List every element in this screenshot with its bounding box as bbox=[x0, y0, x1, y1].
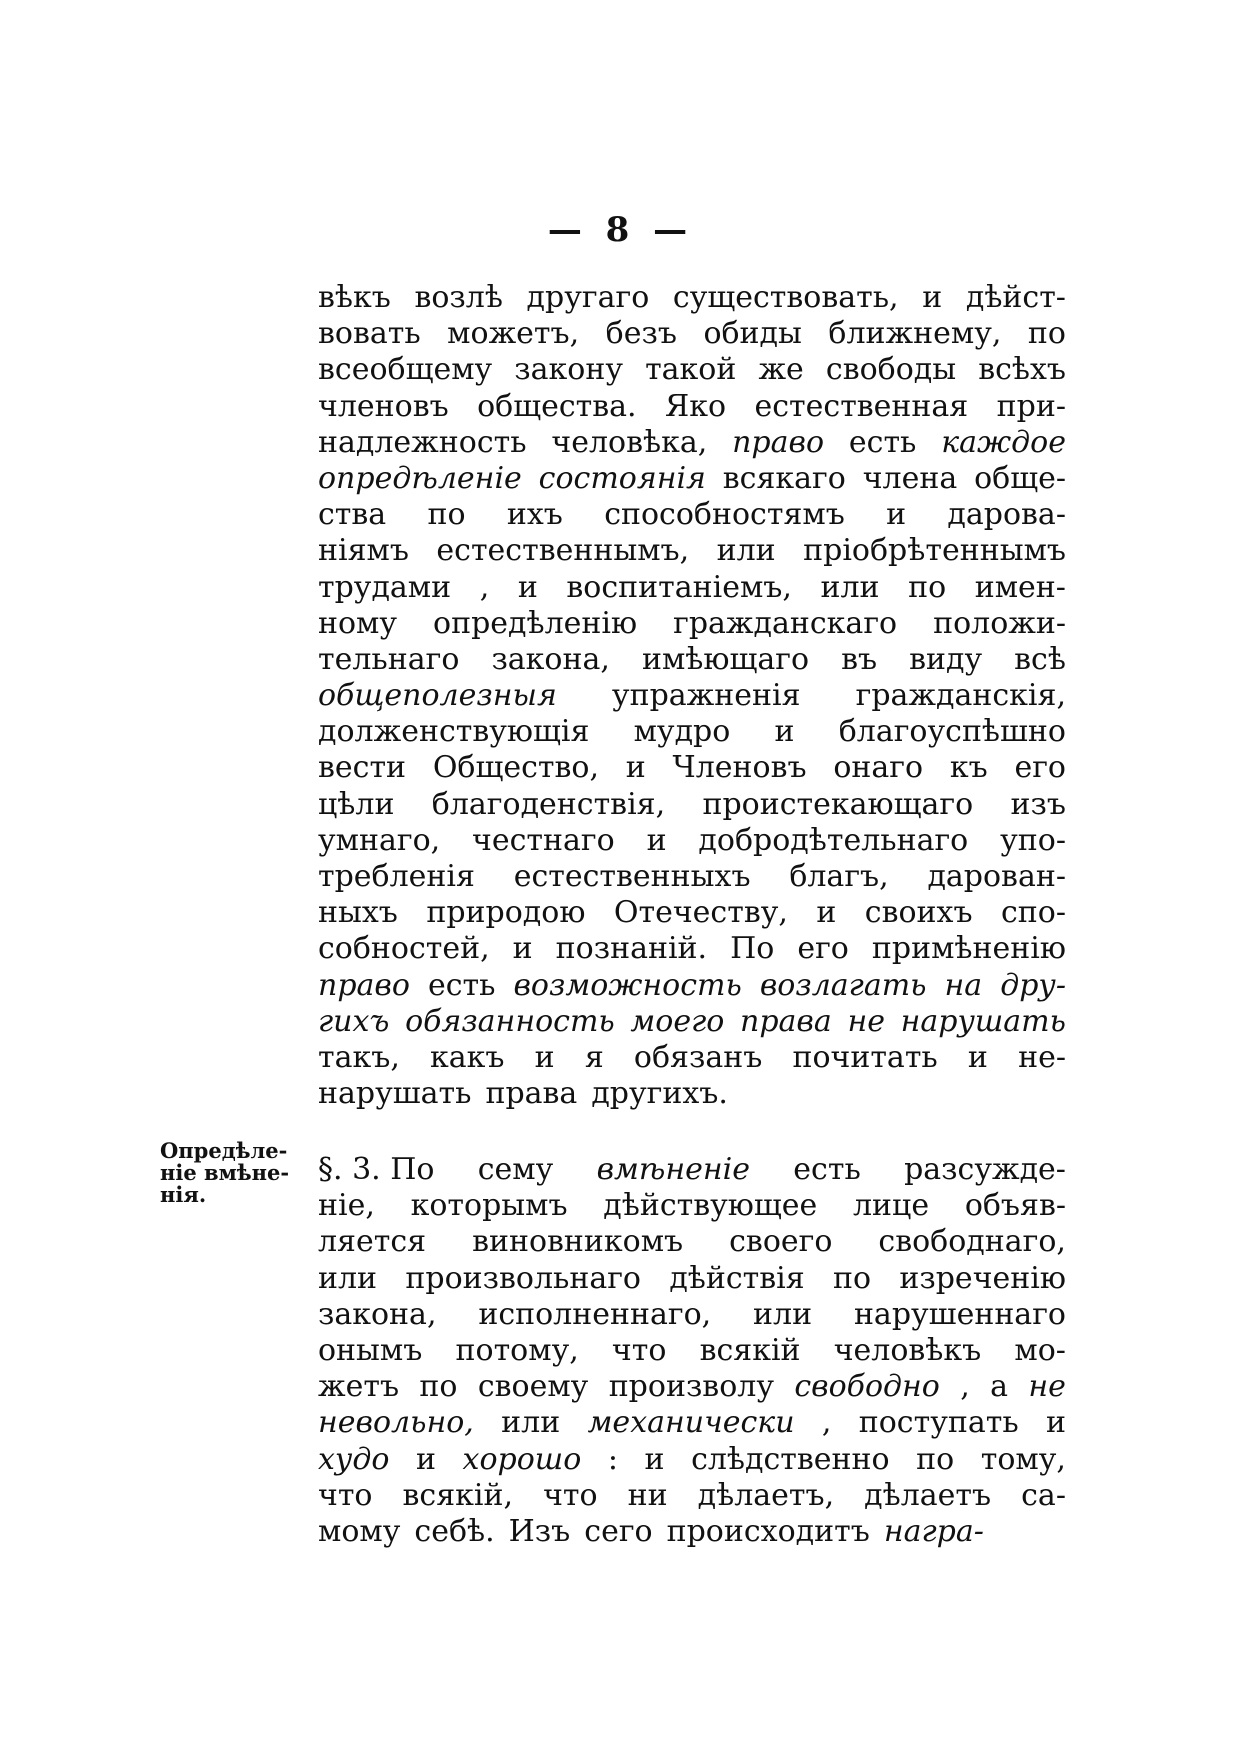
word: ни bbox=[627, 1477, 668, 1513]
word: мо- bbox=[1014, 1332, 1066, 1368]
word: дѣйствія bbox=[669, 1260, 805, 1296]
word: или bbox=[716, 533, 776, 569]
text-line bbox=[318, 389, 1066, 425]
word: ляется bbox=[318, 1224, 427, 1260]
word: состоянія bbox=[538, 460, 706, 496]
word: ніе, bbox=[318, 1188, 375, 1224]
word: По bbox=[730, 931, 775, 967]
text-line bbox=[318, 1369, 1066, 1405]
word: поступать bbox=[858, 1405, 1019, 1441]
word: ихъ bbox=[506, 497, 563, 533]
text-line bbox=[318, 895, 1066, 931]
word: возможность bbox=[513, 967, 742, 1003]
word: опредѣленію bbox=[433, 605, 638, 641]
text-line bbox=[318, 968, 1066, 1004]
word: награ- bbox=[883, 1513, 984, 1549]
word: потому, bbox=[455, 1332, 579, 1368]
word: опредѣленіе bbox=[318, 460, 522, 496]
word: виду bbox=[909, 641, 983, 677]
word: пріобрѣтеннымъ bbox=[803, 533, 1066, 569]
text-line bbox=[318, 1004, 1066, 1040]
text-line bbox=[318, 606, 1066, 642]
word: примѣненію bbox=[871, 931, 1066, 967]
word: Яко bbox=[665, 388, 727, 424]
word: цѣли bbox=[318, 786, 395, 822]
word: Членовъ bbox=[672, 750, 807, 786]
word: естественныхъ bbox=[513, 859, 751, 894]
word: что bbox=[611, 1332, 667, 1368]
word: имѣющаго bbox=[641, 641, 810, 677]
word: общества. bbox=[477, 388, 637, 424]
text-line bbox=[318, 1040, 1066, 1076]
word: объяв- bbox=[964, 1188, 1066, 1224]
word: дѣлаетъ bbox=[864, 1477, 992, 1513]
word: къ bbox=[949, 750, 988, 786]
text-line bbox=[318, 1514, 1066, 1550]
word: са- bbox=[1021, 1477, 1066, 1513]
paragraph-1 bbox=[318, 280, 1066, 1112]
margin-note bbox=[160, 1140, 320, 1206]
word: умнаго, bbox=[318, 822, 441, 858]
word: по bbox=[916, 1441, 955, 1477]
word: и bbox=[644, 1441, 665, 1477]
word: по bbox=[908, 569, 947, 605]
word: долженствующія bbox=[318, 714, 590, 750]
word: другихъ. bbox=[591, 1076, 728, 1112]
word: и bbox=[967, 1039, 988, 1075]
word: возлагать bbox=[759, 967, 927, 1003]
word: я bbox=[584, 1039, 604, 1075]
word: благоуспѣшно bbox=[838, 714, 1066, 750]
word: дѣйствующее bbox=[603, 1188, 818, 1224]
word: по bbox=[1027, 316, 1066, 352]
word: какъ bbox=[430, 1039, 505, 1075]
word: можетъ, bbox=[447, 316, 580, 352]
word: по bbox=[419, 1369, 458, 1405]
word: и bbox=[646, 822, 667, 858]
word: ныхъ bbox=[318, 895, 398, 931]
word: себѣ. bbox=[414, 1513, 495, 1549]
word: его bbox=[797, 931, 849, 967]
word: естественнымъ, bbox=[436, 533, 690, 569]
word: Отечеству, bbox=[613, 895, 788, 931]
word: что bbox=[543, 1477, 598, 1513]
word: ближнему, bbox=[828, 316, 1002, 352]
word: обиды bbox=[703, 316, 802, 352]
word: своихъ bbox=[864, 895, 973, 931]
margin-note-line: нія. bbox=[160, 1182, 207, 1207]
word: не bbox=[847, 1003, 885, 1039]
word: и bbox=[512, 931, 533, 967]
text-line bbox=[318, 1076, 1066, 1112]
word: тельнаго bbox=[318, 641, 460, 677]
word: его bbox=[1014, 750, 1066, 786]
text-line bbox=[318, 1297, 1066, 1333]
word: невольно, bbox=[318, 1405, 474, 1441]
word: и bbox=[774, 714, 795, 750]
text-line bbox=[318, 750, 1066, 786]
word: : bbox=[607, 1441, 618, 1477]
text-line bbox=[318, 497, 1066, 533]
word: мудро bbox=[633, 714, 731, 750]
word: происходитъ bbox=[666, 1513, 870, 1549]
word: дѣлаетъ, bbox=[697, 1477, 835, 1513]
word: разсужде- bbox=[904, 1152, 1066, 1187]
word: §. 3. По bbox=[318, 1152, 435, 1187]
word: моего bbox=[630, 1003, 725, 1039]
word: и bbox=[534, 1039, 555, 1075]
word: по bbox=[427, 497, 466, 533]
word: есть bbox=[793, 1152, 861, 1187]
word: вмѣненіе bbox=[596, 1152, 751, 1187]
word: виновникомъ bbox=[472, 1224, 684, 1260]
word: гражданскаго bbox=[673, 605, 898, 641]
word: воспитаніемъ, bbox=[566, 569, 792, 605]
word: человѣка, bbox=[551, 424, 708, 460]
word: способностямъ bbox=[604, 497, 845, 533]
word: лице bbox=[853, 1188, 930, 1224]
word: безъ bbox=[605, 316, 677, 352]
word: тому, bbox=[980, 1441, 1066, 1477]
text-line bbox=[318, 859, 1066, 895]
word: естественная bbox=[754, 388, 969, 424]
word: познаній. bbox=[555, 931, 708, 967]
word: спо- bbox=[1000, 895, 1066, 931]
word: или bbox=[820, 569, 880, 605]
text-line bbox=[318, 787, 1066, 823]
word: право bbox=[318, 967, 410, 1003]
word: есть bbox=[848, 424, 917, 460]
word: другаго bbox=[526, 280, 650, 315]
word: или bbox=[753, 1296, 813, 1332]
word: трудами bbox=[318, 569, 452, 605]
word: свободно bbox=[794, 1369, 940, 1405]
word: дарова- bbox=[947, 497, 1066, 533]
word: гражданскія, bbox=[855, 678, 1066, 714]
word: добродѣтельнаго bbox=[698, 822, 969, 858]
word: сего bbox=[584, 1513, 653, 1549]
word: обязанъ bbox=[633, 1039, 763, 1075]
text-line bbox=[318, 316, 1066, 352]
text-line bbox=[318, 823, 1066, 859]
word: человѣкъ bbox=[833, 1332, 982, 1368]
word: требленія bbox=[318, 859, 475, 894]
word: на bbox=[944, 967, 983, 1003]
word: Общество, bbox=[432, 750, 599, 786]
word: честнаго bbox=[472, 822, 615, 858]
word: не- bbox=[1018, 1039, 1066, 1075]
margin-note-line: ніе вмѣне- bbox=[160, 1160, 290, 1185]
text-line bbox=[318, 1405, 1066, 1441]
word: , bbox=[960, 1369, 970, 1405]
word: худо bbox=[318, 1441, 390, 1477]
word: всеобщему bbox=[318, 352, 493, 388]
word: ному bbox=[318, 605, 398, 641]
text-line bbox=[318, 352, 1066, 388]
text-line bbox=[318, 642, 1066, 678]
word: не bbox=[1028, 1369, 1066, 1405]
word: и bbox=[625, 750, 646, 786]
word: права bbox=[740, 1003, 832, 1039]
text-line bbox=[318, 533, 1066, 569]
word: механически bbox=[587, 1405, 795, 1441]
word: общеполезныя bbox=[318, 678, 557, 714]
word: онымъ bbox=[318, 1332, 423, 1368]
word: почитать bbox=[792, 1039, 938, 1075]
word: гихъ bbox=[318, 1003, 390, 1039]
word: дѣйст- bbox=[965, 280, 1066, 315]
word: исполненнаго, bbox=[478, 1296, 712, 1332]
word: и bbox=[886, 497, 907, 533]
paragraph-2 bbox=[318, 1152, 1066, 1550]
word: произвольнаго bbox=[405, 1260, 641, 1296]
word: всякій bbox=[699, 1332, 801, 1368]
text-line bbox=[318, 1478, 1066, 1514]
word: своего bbox=[729, 1224, 833, 1260]
word: вовать bbox=[318, 316, 421, 352]
word: возлѣ bbox=[414, 280, 503, 315]
word: каждое bbox=[941, 424, 1066, 460]
word: и bbox=[816, 895, 837, 931]
text-line bbox=[318, 1224, 1066, 1260]
word: права bbox=[485, 1076, 578, 1112]
word: члена bbox=[862, 460, 958, 496]
word: дру- bbox=[1000, 967, 1066, 1003]
word: имен- bbox=[974, 569, 1066, 605]
word: и bbox=[415, 1441, 436, 1477]
word: упражненія bbox=[611, 678, 801, 714]
page-number: — 8 — bbox=[547, 210, 694, 250]
word: слѣдственно bbox=[691, 1441, 890, 1477]
word: хорошо bbox=[462, 1441, 582, 1477]
word: упо- bbox=[1000, 822, 1066, 858]
word: благъ, bbox=[789, 859, 889, 894]
text-line bbox=[318, 1442, 1066, 1478]
word: всѣхъ bbox=[978, 352, 1066, 388]
word: проистекающаго bbox=[702, 786, 974, 822]
text-line bbox=[318, 1261, 1066, 1297]
text-line bbox=[318, 714, 1066, 750]
text-line bbox=[318, 461, 1066, 497]
word: вѣкъ bbox=[318, 280, 391, 315]
word: или bbox=[501, 1405, 561, 1441]
word: собностей, bbox=[318, 931, 490, 967]
word: сему bbox=[477, 1152, 554, 1187]
word: вести bbox=[318, 750, 407, 786]
word: и bbox=[922, 280, 943, 315]
text-line bbox=[318, 1152, 1066, 1188]
word: нарушать bbox=[900, 1003, 1066, 1039]
word: обще- bbox=[974, 460, 1066, 496]
word: закона, bbox=[491, 641, 610, 677]
word: нарушеннаго bbox=[853, 1296, 1066, 1332]
word: свободы bbox=[825, 352, 957, 388]
word: положи- bbox=[933, 605, 1066, 641]
word: есть bbox=[427, 967, 496, 1003]
word: онаго bbox=[833, 750, 924, 786]
word: дарован- bbox=[927, 859, 1066, 894]
word: всѣ bbox=[1014, 641, 1066, 677]
word: а bbox=[990, 1369, 1009, 1405]
word: право bbox=[732, 424, 825, 460]
word: или bbox=[318, 1260, 378, 1296]
text-line bbox=[318, 280, 1066, 316]
word: всякій, bbox=[402, 1477, 514, 1513]
word: свободнаго, bbox=[878, 1224, 1066, 1260]
text-line bbox=[318, 570, 1066, 606]
word: надлежность bbox=[318, 424, 527, 460]
word: , bbox=[821, 1405, 832, 1441]
margin-note-line: Опредѣле- bbox=[160, 1138, 288, 1163]
word: жетъ bbox=[318, 1369, 400, 1405]
text-line bbox=[318, 1188, 1066, 1224]
word: по bbox=[833, 1260, 872, 1296]
word: закону bbox=[514, 352, 623, 388]
word: при- bbox=[996, 388, 1066, 424]
word: Изъ bbox=[508, 1513, 571, 1549]
text-line bbox=[318, 1333, 1066, 1369]
word: ніямъ bbox=[318, 533, 409, 569]
text-line bbox=[318, 678, 1066, 714]
word: изреченію bbox=[899, 1260, 1066, 1296]
word: такой bbox=[645, 352, 737, 388]
word: своему bbox=[477, 1369, 589, 1405]
word: членовъ bbox=[318, 388, 449, 424]
word: и bbox=[1045, 1405, 1066, 1441]
word: которымъ bbox=[410, 1188, 568, 1224]
word: природою bbox=[426, 895, 586, 931]
word: всякаго bbox=[722, 460, 846, 496]
word: такъ, bbox=[318, 1039, 400, 1075]
word: благоденствія, bbox=[431, 786, 666, 822]
word: же bbox=[758, 352, 804, 388]
text-line bbox=[318, 425, 1066, 461]
word: что bbox=[318, 1477, 373, 1513]
word: въ bbox=[841, 641, 878, 677]
word: существовать, bbox=[672, 280, 899, 315]
word: , bbox=[479, 569, 490, 605]
word: ства bbox=[318, 497, 387, 533]
word: обязанность bbox=[405, 1003, 615, 1039]
word: нарушать bbox=[318, 1076, 472, 1112]
word: мому bbox=[318, 1513, 401, 1549]
word: закона, bbox=[318, 1296, 437, 1332]
text-line bbox=[318, 931, 1066, 967]
word: и bbox=[517, 569, 538, 605]
word: произволу bbox=[608, 1369, 774, 1405]
word: изъ bbox=[1010, 786, 1066, 822]
